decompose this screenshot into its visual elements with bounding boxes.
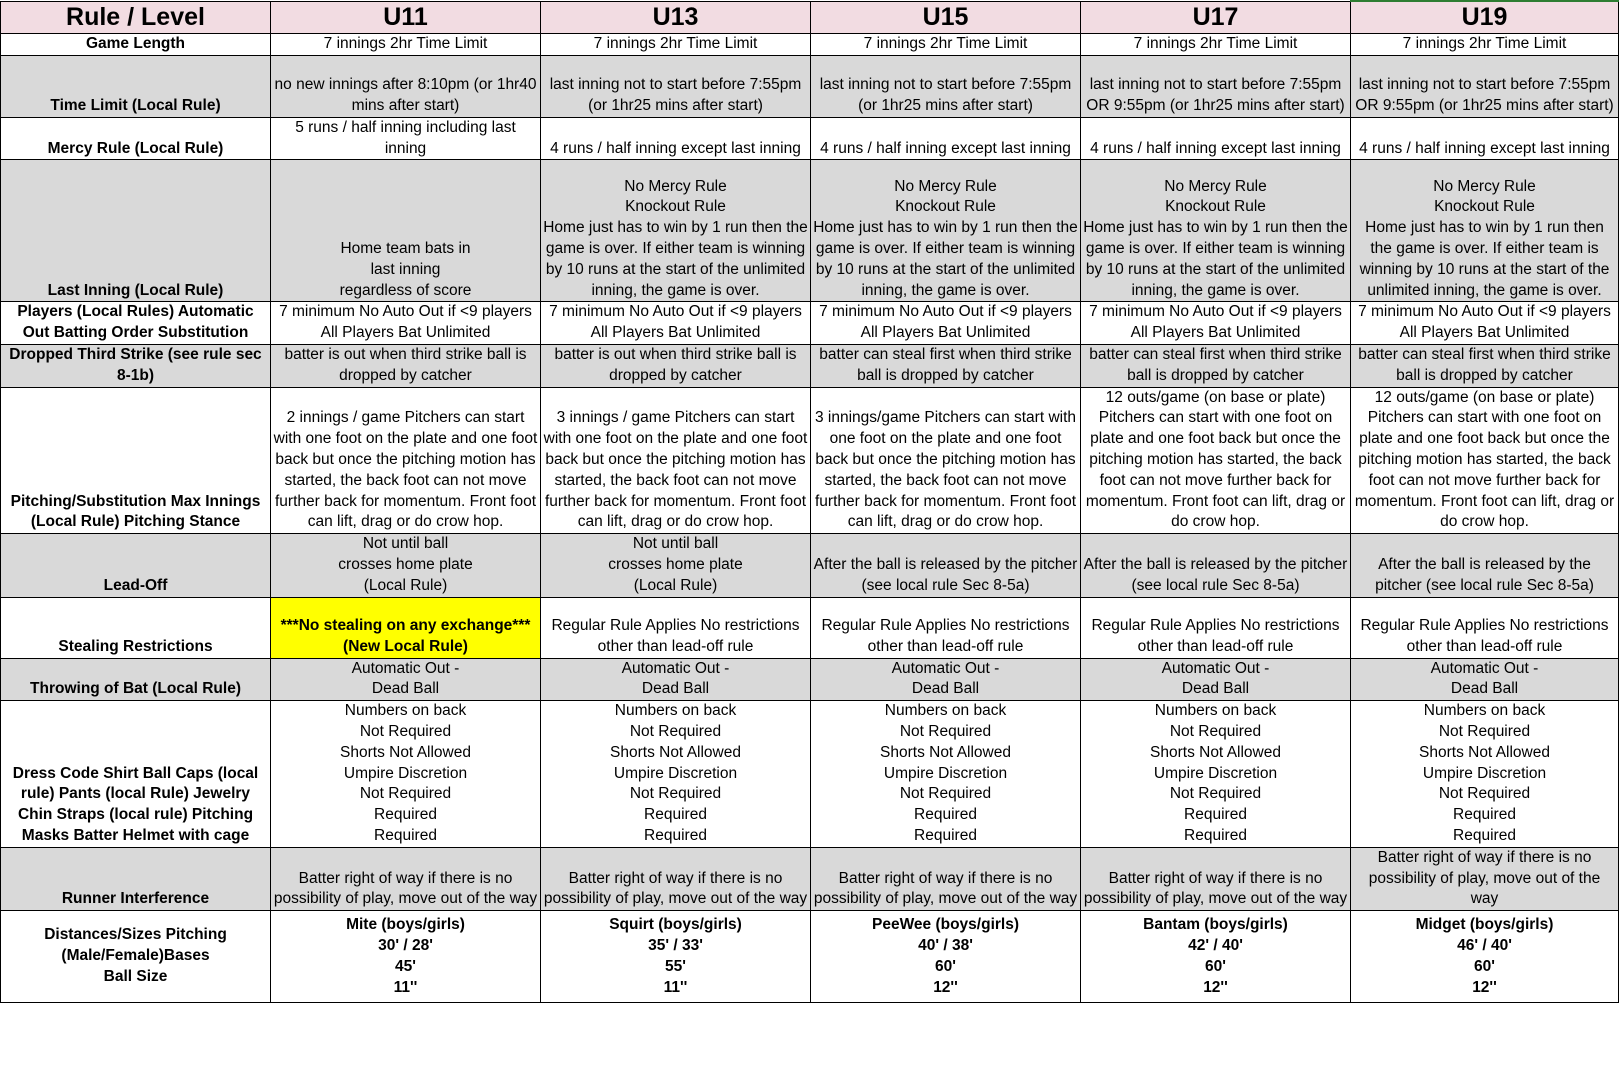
table-cell[interactable]: Not until ball crosses home plate (Local Rule): [271, 534, 541, 597]
table-cell[interactable]: Batter right of way if there is no possibility of play, move out of the way: [541, 847, 811, 910]
table-cell[interactable]: 7 minimum No Auto Out if <9 players All Players Bat Unlimited: [811, 302, 1081, 345]
table-cell[interactable]: Regular Rule Applies No restrictions other than lead-off rule: [811, 597, 1081, 658]
table-cell[interactable]: 7 minimum No Auto Out if <9 players All Players Bat Unlimited: [1351, 302, 1619, 345]
table-cell[interactable]: 12 outs/game (on base or plate) Pitchers can start with one foot on plate and one foot back but once the pitching motion has started, the back foot can not move further back for momentum. Front foot can lift, drag or do crow hop.: [1351, 387, 1619, 534]
header-u13[interactable]: U13: [541, 1, 811, 34]
table-cell[interactable]: Batter right of way if there is no possibility of play, move out of the way: [1351, 847, 1619, 910]
table-cell[interactable]: 5 runs / half inning including last inning: [271, 117, 541, 160]
header-u11[interactable]: U11: [271, 1, 541, 34]
table-cell[interactable]: Numbers on back Not Required Shorts Not Allowed Umpire Discretion Not Required Required Required: [271, 701, 541, 848]
table-cell[interactable]: Squirt (boys/girls) 35' / 33' 55' 11'': [541, 911, 811, 1003]
table-cell[interactable]: Batter right of way if there is no possibility of play, move out of the way: [271, 847, 541, 910]
table-row: [1, 658, 1619, 701]
table-cell[interactable]: last inning not to start before 7:55pm (or 1hr25 mins after start): [811, 55, 1081, 117]
table-cell[interactable]: Automatic Out - Dead Ball: [1081, 658, 1351, 701]
table-cell[interactable]: last inning not to start before 7:55pm (or 1hr25 mins after start): [541, 55, 811, 117]
row-label[interactable]: Mercy Rule (Local Rule): [1, 117, 271, 160]
table-cell[interactable]: Numbers on back Not Required Shorts Not Allowed Umpire Discretion Not Required Required Required: [1351, 701, 1619, 848]
table-cell[interactable]: 4 runs / half inning except last inning: [811, 117, 1081, 160]
table-cell[interactable]: PeeWee (boys/girls) 40' / 38' 60' 12'': [811, 911, 1081, 1003]
row-label[interactable]: Last Inning (Local Rule): [1, 160, 271, 302]
highlighted-cell[interactable]: ***No stealing on any exchange*** (New Local Rule): [271, 597, 541, 658]
header-u15[interactable]: U15: [811, 1, 1081, 34]
table-row: [1, 117, 1619, 160]
table-cell[interactable]: batter is out when third strike ball is dropped by catcher: [271, 344, 541, 387]
table-cell[interactable]: No Mercy Rule Knockout Rule Home just has to win by 1 run then the game is over. If either team is winning by 10 runs at the start of the unlimited inning, the game is over.: [1081, 160, 1351, 302]
table-row: [1, 911, 1619, 1003]
row-label[interactable]: Throwing of Bat (Local Rule): [1, 658, 271, 701]
table-cell[interactable]: After the ball is released by the pitcher (see local rule Sec 8-5a): [1081, 534, 1351, 597]
header-u17[interactable]: U17: [1081, 1, 1351, 34]
table-cell[interactable]: batter can steal first when third strike ball is dropped by catcher: [1351, 344, 1619, 387]
table-cell[interactable]: Automatic Out - Dead Ball: [811, 658, 1081, 701]
table-cell[interactable]: Regular Rule Applies No restrictions other than lead-off rule: [541, 597, 811, 658]
row-label[interactable]: Lead-Off: [1, 534, 271, 597]
table-cell[interactable]: Automatic Out - Dead Ball: [541, 658, 811, 701]
table-cell[interactable]: No Mercy Rule Knockout Rule Home just has to win by 1 run then the game is over. If either team is winning by 10 runs at the start of the unlimited inning, the game is over.: [1351, 160, 1619, 302]
row-label[interactable]: Pitching/Substitution Max Innings (Local Rule) Pitching Stance: [1, 387, 271, 534]
table-cell[interactable]: Batter right of way if there is no possibility of play, move out of the way: [811, 847, 1081, 910]
table-cell[interactable]: batter can steal first when third strike ball is dropped by catcher: [1081, 344, 1351, 387]
table-row: [1, 847, 1619, 910]
table-cell[interactable]: batter is out when third strike ball is dropped by catcher: [541, 344, 811, 387]
table-row: [1, 534, 1619, 597]
table-cell[interactable]: Home team bats in last inning regardless of score: [271, 160, 541, 302]
table-cell[interactable]: 7 minimum No Auto Out if <9 players All Players Bat Unlimited: [541, 302, 811, 345]
table-cell[interactable]: 2 innings / game Pitchers can start with one foot on the plate and one foot back but once the pitching motion has started, the back foot can not move further back for momentum. Front foot can lift, drag or do crow hop.: [271, 387, 541, 534]
table-cell[interactable]: 4 runs / half inning except last inning: [541, 117, 811, 160]
table-row: [1, 344, 1619, 387]
table-cell[interactable]: Not until ball crosses home plate (Local Rule): [541, 534, 811, 597]
row-label[interactable]: Dropped Third Strike (see rule sec 8-1b): [1, 344, 271, 387]
row-label[interactable]: Distances/Sizes Pitching (Male/Female)Bases Ball Size: [1, 911, 271, 1003]
row-label[interactable]: Game Length: [1, 34, 271, 56]
table-cell[interactable]: last inning not to start before 7:55pm OR 9:55pm (or 1hr25 mins after start): [1081, 55, 1351, 117]
table-cell[interactable]: Bantam (boys/girls) 42' / 40' 60' 12'': [1081, 911, 1351, 1003]
table-cell[interactable]: 7 innings 2hr Time Limit: [1351, 34, 1619, 56]
row-label[interactable]: Players (Local Rules) Automatic Out Batting Order Substitution: [1, 302, 271, 345]
table-cell[interactable]: No Mercy Rule Knockout Rule Home just has to win by 1 run then the game is over. If either team is winning by 10 runs at the start of the unlimited inning, the game is over.: [811, 160, 1081, 302]
table-row: [1, 302, 1619, 345]
table-cell[interactable]: Numbers on back Not Required Shorts Not Allowed Umpire Discretion Not Required Required Required: [1081, 701, 1351, 848]
row-label[interactable]: Stealing Restrictions: [1, 597, 271, 658]
table-cell[interactable]: Regular Rule Applies No restrictions other than lead-off rule: [1351, 597, 1619, 658]
table-row: [1, 387, 1619, 534]
table-cell[interactable]: Regular Rule Applies No restrictions other than lead-off rule: [1081, 597, 1351, 658]
table-row: [1, 597, 1619, 658]
table-cell[interactable]: 12 outs/game (on base or plate) Pitchers can start with one foot on plate and one foot back but once the pitching motion has started, the back foot can not move further back for momentum. Front foot can lift, drag or do crow hop.: [1081, 387, 1351, 534]
table-cell[interactable]: No Mercy Rule Knockout Rule Home just has to win by 1 run then the game is over. If either team is winning by 10 runs at the start of the unlimited inning, the game is over.: [541, 160, 811, 302]
table-row: [1, 701, 1619, 848]
table-cell[interactable]: no new innings after 8:10pm (or 1hr40 mins after start): [271, 55, 541, 117]
row-label[interactable]: Runner Interference: [1, 847, 271, 910]
table-cell[interactable]: 7 innings 2hr Time Limit: [271, 34, 541, 56]
table-cell[interactable]: Midget (boys/girls) 46' / 40' 60' 12'': [1351, 911, 1619, 1003]
table-cell[interactable]: 3 innings / game Pitchers can start with one foot on the plate and one foot back but once the pitching motion has started, the back foot can not move further back for momentum. Front foot can lift, drag or do crow hop.: [541, 387, 811, 534]
header-rule-level[interactable]: Rule / Level: [1, 1, 271, 34]
table-row: [1, 55, 1619, 117]
table-cell[interactable]: Numbers on back Not Required Shorts Not Allowed Umpire Discretion Not Required Required Required: [541, 701, 811, 848]
table-cell[interactable]: Automatic Out - Dead Ball: [1351, 658, 1619, 701]
table-cell[interactable]: batter can steal first when third strike ball is dropped by catcher: [811, 344, 1081, 387]
table-cell[interactable]: 7 innings 2hr Time Limit: [541, 34, 811, 56]
header-row: [1, 1, 1619, 34]
table-cell[interactable]: After the ball is released by the pitcher (see local rule Sec 8-5a): [1351, 534, 1619, 597]
row-label[interactable]: Time Limit (Local Rule): [1, 55, 271, 117]
table-cell[interactable]: Automatic Out - Dead Ball: [271, 658, 541, 701]
table-cell[interactable]: 7 minimum No Auto Out if <9 players All Players Bat Unlimited: [1081, 302, 1351, 345]
table-cell[interactable]: 4 runs / half inning except last inning: [1081, 117, 1351, 160]
header-u19[interactable]: U19: [1351, 1, 1619, 34]
table-cell[interactable]: 7 innings 2hr Time Limit: [1081, 34, 1351, 56]
table-cell[interactable]: Numbers on back Not Required Shorts Not Allowed Umpire Discretion Not Required Required Required: [811, 701, 1081, 848]
table-cell[interactable]: 7 minimum No Auto Out if <9 players All Players Bat Unlimited: [271, 302, 541, 345]
row-label[interactable]: Dress Code Shirt Ball Caps (local rule) Pants (local Rule) Jewelry Chin Straps (local rule) Pitching Masks Batter Helmet with cage: [1, 701, 271, 848]
table-cell[interactable]: last inning not to start before 7:55pm OR 9:55pm (or 1hr25 mins after start): [1351, 55, 1619, 117]
table-cell[interactable]: After the ball is released by the pitcher (see local rule Sec 8-5a): [811, 534, 1081, 597]
table-cell[interactable]: 7 innings 2hr Time Limit: [811, 34, 1081, 56]
table-row: [1, 160, 1619, 302]
table-cell[interactable]: Mite (boys/girls) 30' / 28' 45' 11'': [271, 911, 541, 1003]
table-cell[interactable]: Batter right of way if there is no possibility of play, move out of the way: [1081, 847, 1351, 910]
table-row: [1, 34, 1619, 56]
table-cell[interactable]: 3 innings/game Pitchers can start with one foot on the plate and one foot back but once the pitching motion has started, the back foot can not move further back for momentum. Front foot can lift, drag or do crow hop.: [811, 387, 1081, 534]
table-cell[interactable]: 4 runs / half inning except last inning: [1351, 117, 1619, 160]
